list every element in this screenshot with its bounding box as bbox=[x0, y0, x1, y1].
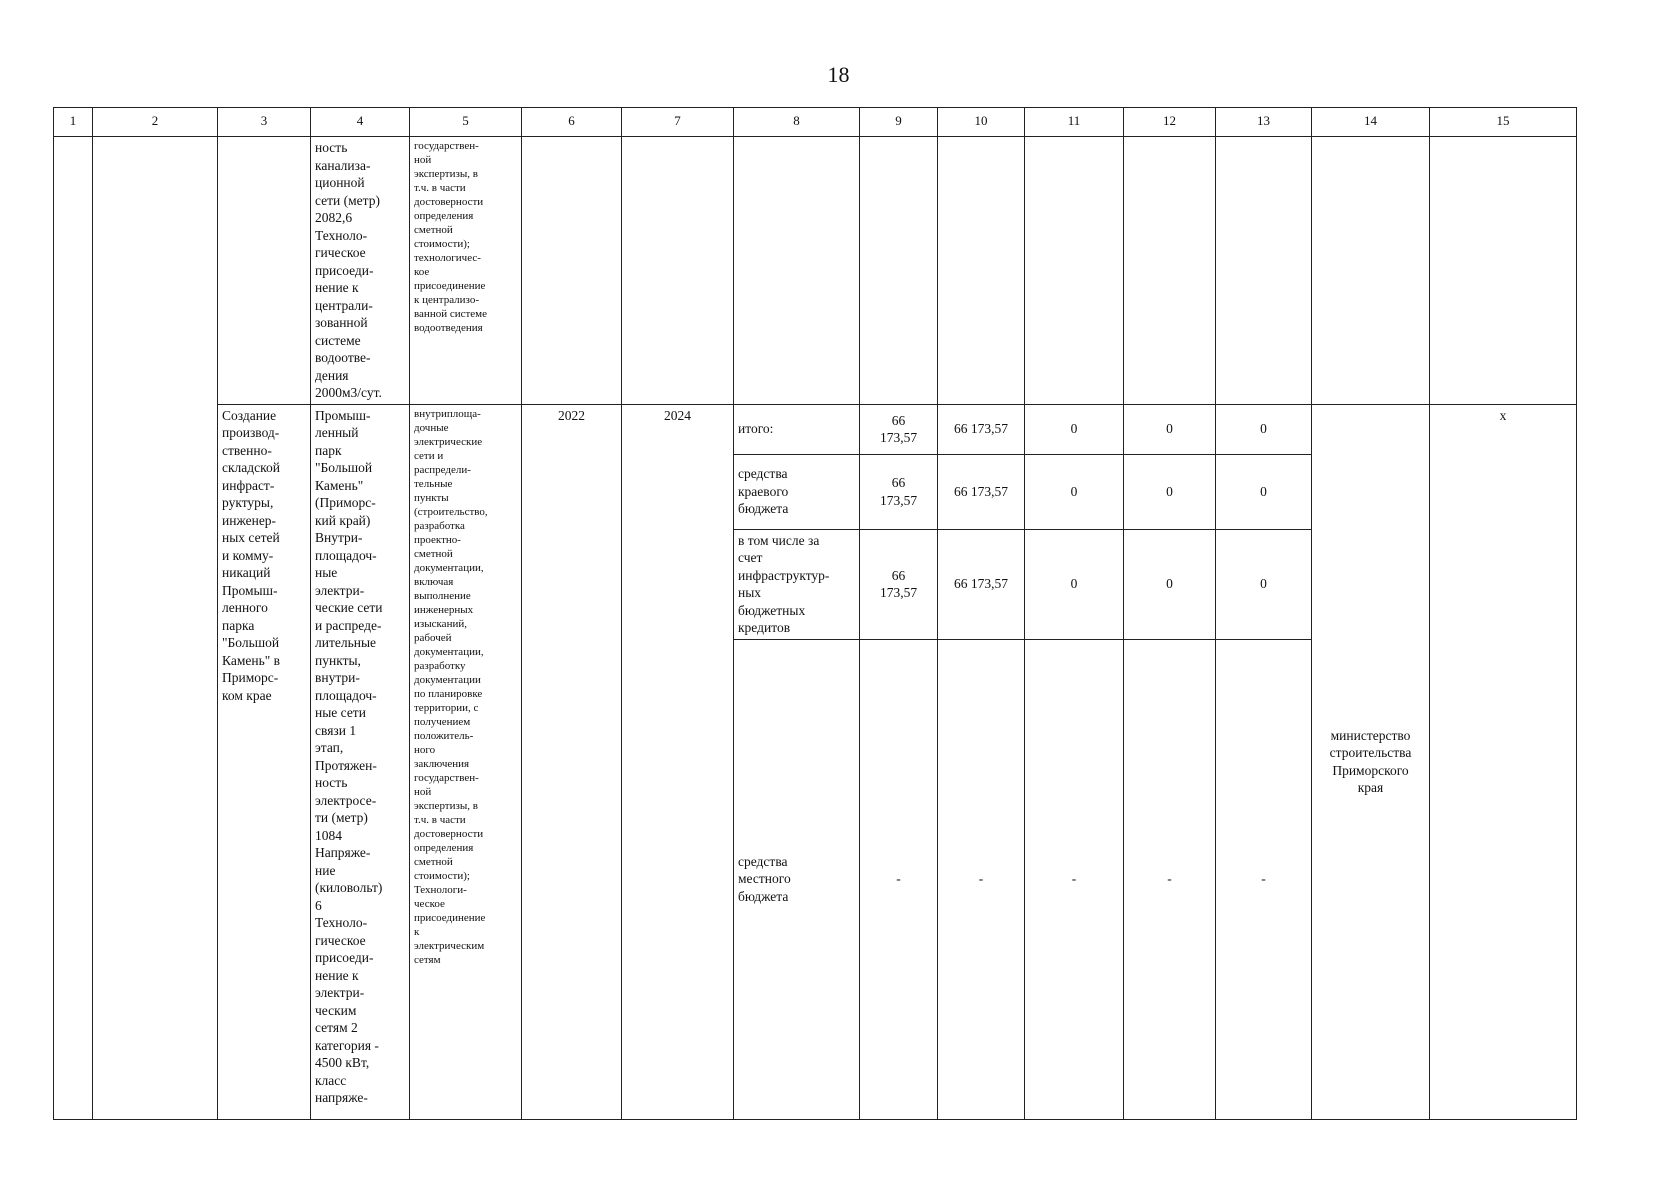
finance-value: 66 173,57 bbox=[938, 404, 1025, 454]
finance-value: 66 173,57 bbox=[938, 529, 1025, 639]
finance-value: - bbox=[860, 639, 938, 1119]
project-name: Создание производ- ственно- складской инфраст- руктуры, инженер- ных сетей и комму- никаций Промыш- ленного парка "Большой Камень" в Приморс- ком крае bbox=[218, 404, 311, 1119]
header-row bbox=[54, 108, 1577, 137]
finance-value: 0 bbox=[1216, 404, 1312, 454]
finance-source-label: средства местного бюджета bbox=[734, 639, 860, 1119]
finance-value: 66 173,57 bbox=[938, 454, 1025, 529]
object-description: ность канализа- ционной сети (метр) 2082,6 Техноло- гическое присоеди- нение к централи- зованной системе водоотве- дения 2000м3/сут. bbox=[311, 137, 410, 405]
finance-value: - bbox=[1025, 639, 1124, 1119]
cell-col8 bbox=[734, 137, 860, 405]
cell-col10 bbox=[938, 137, 1025, 405]
header-cell: 7 bbox=[622, 108, 734, 137]
cell-col13 bbox=[1216, 137, 1312, 405]
header-cell: 1 bbox=[54, 108, 93, 137]
finance-value: - bbox=[1124, 639, 1216, 1119]
finance-source-label: итого: bbox=[734, 404, 860, 454]
finance-value: 66 173,57 bbox=[860, 529, 938, 639]
finance-source-label: в том числе за счет инфраструктур- ных бюджетных кредитов bbox=[734, 529, 860, 639]
header-cell: 13 bbox=[1216, 108, 1312, 137]
start-year: 2022 bbox=[522, 404, 622, 1119]
finance-value: 0 bbox=[1216, 529, 1312, 639]
finance-value: 66 173,57 bbox=[860, 454, 938, 529]
object-description: Промыш- ленный парк "Большой Камень" (Приморс- кий край) Внутри- площадоч- ные электри- ческие сети и распреде- лительные пункты, внутри- площадоч- ные сети связи 1 этап, Протяжен- ность электросе- ти (метр) 1084 Напряже- ние (киловольт) 6 Техноло- гическое присоеди- нение к электри- ческим сетям 2 категория - 4500 кВт, класс напряже- bbox=[311, 404, 410, 1119]
header-cell: 12 bbox=[1124, 108, 1216, 137]
header-cell: 11 bbox=[1025, 108, 1124, 137]
table-row-total bbox=[54, 404, 1577, 454]
budget-table bbox=[53, 107, 1577, 1120]
header-cell: 15 bbox=[1430, 108, 1577, 137]
header-cell: 6 bbox=[522, 108, 622, 137]
cell-col15 bbox=[1430, 137, 1577, 405]
cell-col14 bbox=[1312, 137, 1430, 405]
finance-value: 0 bbox=[1025, 529, 1124, 639]
cell-col2 bbox=[93, 137, 218, 1120]
cell-col12 bbox=[1124, 137, 1216, 405]
finance-value: 0 bbox=[1025, 404, 1124, 454]
cell-col1 bbox=[54, 137, 93, 1120]
finance-value: - bbox=[938, 639, 1025, 1119]
finance-source-label: средства краевого бюджета bbox=[734, 454, 860, 529]
table-row-continuation bbox=[54, 137, 1577, 405]
work-description: внутриплоща- дочные электрические сети и распредели- тельные пункты (строительство, разработка проектно- сметной документации, включая выполнение инженерных изысканий, рабочей документации, разработку документации по планировке территории, с получением положитель- ного заключения государствен- ной экспертизы, в т.ч. в части достоверности определения сметной стоимости); Технологи- ческое присоединение к электрическим сетям bbox=[410, 404, 522, 1119]
responsible-ministry: министерство строительства Приморского края bbox=[1312, 404, 1430, 1119]
cell-col11 bbox=[1025, 137, 1124, 405]
header-cell: 10 bbox=[938, 108, 1025, 137]
finance-value: 0 bbox=[1124, 529, 1216, 639]
cell-col7 bbox=[622, 137, 734, 405]
finance-value: 0 bbox=[1124, 404, 1216, 454]
work-description: государствен- ной экспертизы, в т.ч. в части достоверности определения сметной стоимости); технологичес- кое присоединение к централизо- ванной системе водоотведения bbox=[410, 137, 522, 405]
cell-col9 bbox=[860, 137, 938, 405]
header-cell: 5 bbox=[410, 108, 522, 137]
finance-value: 0 bbox=[1025, 454, 1124, 529]
end-year: 2024 bbox=[622, 404, 734, 1119]
finance-value: 0 bbox=[1216, 454, 1312, 529]
page-number: 18 bbox=[827, 62, 850, 87]
header-cell: 8 bbox=[734, 108, 860, 137]
header-cell: 9 bbox=[860, 108, 938, 137]
header-cell: 14 bbox=[1312, 108, 1430, 137]
cell-col6 bbox=[522, 137, 622, 405]
finance-value: - bbox=[1216, 639, 1312, 1119]
header-cell: 4 bbox=[311, 108, 410, 137]
header-cell: 2 bbox=[93, 108, 218, 137]
col15-mark: x bbox=[1430, 404, 1577, 1119]
cell-col3 bbox=[218, 137, 311, 405]
header-cell: 3 bbox=[218, 108, 311, 137]
finance-value: 66 173,57 bbox=[860, 404, 938, 454]
finance-value: 0 bbox=[1124, 454, 1216, 529]
